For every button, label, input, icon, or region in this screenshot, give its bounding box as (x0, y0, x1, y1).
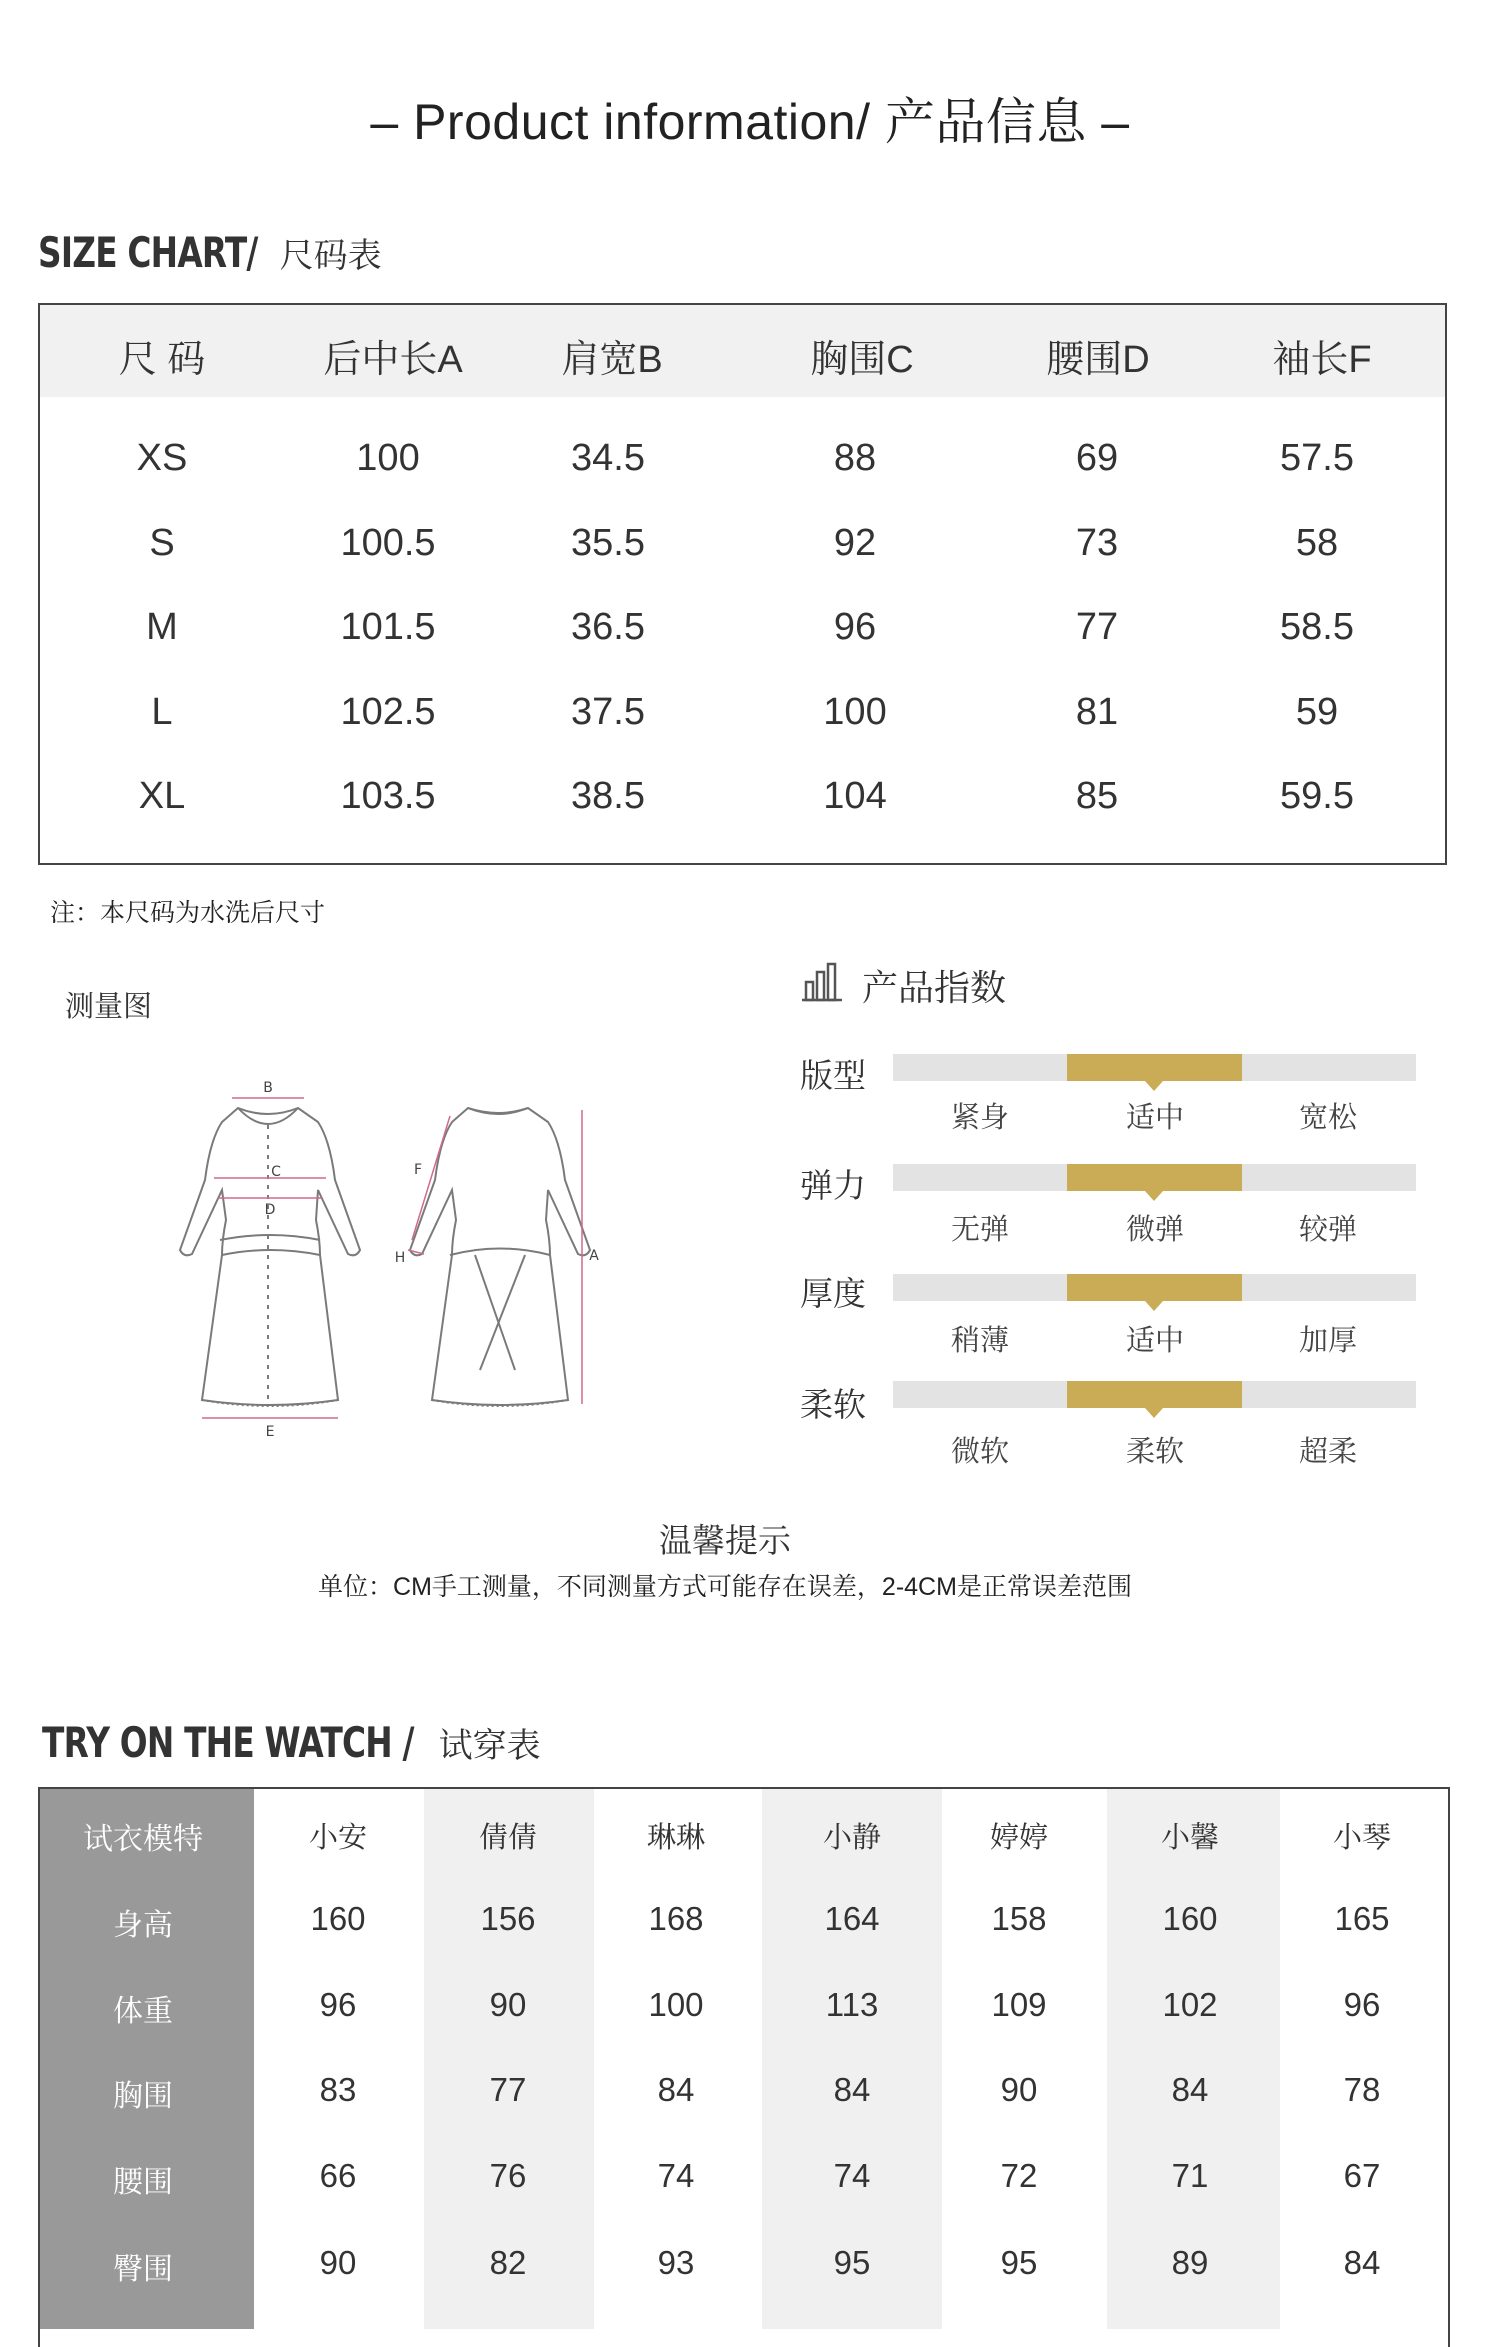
measure-line-f (412, 1116, 450, 1240)
back-tie (475, 1255, 525, 1370)
size-cell: 69 (1075, 437, 1119, 479)
try-cell: 165 (1334, 1900, 1390, 1937)
back-dress-outline (410, 1108, 590, 1405)
size-cell: 73 (1075, 522, 1119, 564)
back-waist-gather (450, 1249, 550, 1256)
try-cell: 90 (319, 2244, 357, 2281)
try-cell: 90 (489, 1986, 527, 2023)
index-item-name: 厚度 (800, 1275, 866, 1312)
size-cell: XS (136, 437, 188, 479)
try-cell: 96 (319, 1986, 357, 2023)
try-cell: 96 (1343, 1986, 1381, 2023)
index-option: 微弹 (1125, 1214, 1185, 1246)
try-row-label: 身高 (113, 1909, 173, 1942)
try-cell: 83 (319, 2071, 357, 2108)
size-cell: 102.5 (340, 691, 436, 733)
page-title: – Product information/ 产品信息 – (370, 94, 1130, 150)
product-index-title: 产品指数 (862, 967, 1007, 1008)
size-col-header: 胸围C (810, 339, 914, 381)
try-cell: 71 (1171, 2157, 1209, 2194)
index-bar-pointer (1145, 1408, 1163, 1418)
try-cell: 76 (489, 2157, 527, 2194)
try-cell: 109 (991, 1986, 1047, 2023)
try-model-name: 倩倩 (478, 1822, 538, 1854)
try-cell: 67 (1343, 2157, 1381, 2194)
marker-a: A (589, 1248, 599, 1264)
bar-chart-icon (800, 962, 844, 1002)
index-bar-fill (1067, 1381, 1242, 1408)
size-cell: 77 (1075, 606, 1119, 648)
try-cell: 77 (489, 2071, 527, 2108)
size-cell: 92 (833, 522, 877, 564)
try-on-heading (42, 1718, 541, 1767)
size-cell: 34.5 (571, 437, 645, 479)
tips-text: 单位：CM手工测量，不同测量方式可能存在误差，2-4CM是正常误差范围 (318, 1573, 1132, 1601)
index-bar-pointer (1145, 1081, 1163, 1091)
size-cell: 104 (823, 775, 887, 817)
size-col-header: 腰围D (1046, 339, 1150, 381)
try-cell: 160 (1162, 1900, 1218, 1937)
try-model-name: 婷婷 (989, 1822, 1049, 1854)
front-dress-outline (180, 1108, 360, 1405)
size-col-header: 尺 码 (118, 339, 206, 381)
try-cell: 156 (480, 1900, 536, 1937)
size-cell: 36.5 (571, 606, 645, 648)
marker-b: B (263, 1080, 273, 1096)
size-cell: S (149, 522, 175, 564)
size-cell: 81 (1075, 691, 1119, 733)
try-model-name: 小安 (308, 1822, 368, 1854)
size-cell: 100 (823, 691, 887, 733)
index-option: 无弹 (950, 1214, 1010, 1246)
try-cell: 158 (991, 1900, 1047, 1937)
try-cell: 160 (310, 1900, 366, 1937)
try-cell: 84 (1171, 2071, 1209, 2108)
try-on-table (38, 1787, 1450, 2347)
try-cell: 113 (825, 1986, 879, 2023)
index-item-name: 版型 (800, 1057, 866, 1094)
size-cell: 57.5 (1280, 437, 1354, 479)
try-on-heading-en: TRY ON THE WATCH / (42, 1718, 414, 1767)
size-cell: 58 (1295, 522, 1339, 564)
marker-e: E (265, 1424, 275, 1440)
index-bar-fill (1067, 1274, 1242, 1301)
try-cell: 84 (657, 2071, 695, 2108)
front-waist-gather (220, 1235, 320, 1255)
try-cell: 102 (1162, 1986, 1218, 2023)
try-row-label: 体重 (113, 1995, 173, 2028)
size-cell: 100 (356, 437, 420, 479)
try-cell: 72 (1000, 2157, 1038, 2194)
size-chart-heading-zh: 尺码表 (279, 236, 382, 276)
try-model-name: 小琴 (1332, 1822, 1392, 1854)
index-option: 超柔 (1298, 1436, 1358, 1468)
try-cell: 78 (1343, 2071, 1381, 2108)
index-bar-fill (1067, 1164, 1242, 1191)
try-cell: 100 (648, 1986, 704, 2023)
size-col-header: 袖长F (1272, 339, 1372, 381)
marker-c: C (271, 1164, 281, 1180)
size-cell: 88 (833, 437, 877, 479)
try-row-label: 臀围 (113, 2253, 173, 2286)
index-option: 紧身 (950, 1102, 1010, 1134)
try-model-name: 小静 (822, 1822, 882, 1854)
try-row-label: 腰围 (113, 2166, 173, 2199)
size-cell: 85 (1075, 775, 1119, 817)
size-col-header: 肩宽B (561, 339, 663, 381)
try-cell: 93 (657, 2244, 695, 2281)
try-cell: 82 (489, 2244, 527, 2281)
index-bar-pointer (1145, 1301, 1163, 1311)
diagram-label: 测量图 (65, 991, 153, 1023)
try-cell: 168 (648, 1900, 704, 1937)
size-chart-heading-en: SIZE CHART/ (38, 228, 258, 277)
try-row-label: 胸围 (113, 2080, 173, 2113)
try-cell: 95 (1000, 2244, 1038, 2281)
size-note: 注：本尺码为水洗后尺寸 (50, 899, 326, 927)
size-cell: 58.5 (1280, 606, 1354, 648)
size-cell: 101.5 (340, 606, 436, 648)
size-cell: 37.5 (571, 691, 645, 733)
index-bar-pointer (1145, 1191, 1163, 1201)
index-item-name: 弹力 (800, 1167, 866, 1204)
tips-title: 温馨提示 (659, 1522, 791, 1559)
marker-h: H (394, 1250, 406, 1266)
size-table (38, 303, 1447, 865)
marker-d: D (264, 1202, 276, 1218)
index-option: 适中 (1125, 1325, 1185, 1357)
try-cell: 74 (833, 2157, 871, 2194)
index-item-name: 柔软 (800, 1386, 866, 1423)
index-option: 稍薄 (950, 1325, 1010, 1357)
size-cell: 103.5 (340, 775, 436, 817)
try-cell: 90 (1000, 2071, 1038, 2108)
size-cell: 59.5 (1280, 775, 1354, 817)
size-cell: 100.5 (340, 522, 436, 564)
size-cell: L (151, 691, 173, 733)
try-cell: 164 (824, 1900, 880, 1937)
index-option: 较弹 (1298, 1214, 1358, 1246)
try-header-label: 试衣模特 (83, 1823, 203, 1856)
index-option: 加厚 (1298, 1325, 1358, 1357)
size-chart-heading (38, 228, 382, 277)
size-cell: 38.5 (571, 775, 645, 817)
try-cell: 95 (833, 2244, 871, 2281)
try-on-heading-zh: 试穿表 (438, 1726, 541, 1766)
index-option: 微软 (950, 1436, 1010, 1468)
size-cell: 59 (1295, 691, 1339, 733)
try-cell: 89 (1171, 2244, 1209, 2281)
try-model-name: 小馨 (1160, 1822, 1220, 1854)
try-cell: 84 (1343, 2244, 1381, 2281)
size-cell: M (146, 606, 178, 648)
size-cell: XL (138, 775, 186, 817)
size-cell: 35.5 (571, 522, 645, 564)
measurement-diagram (150, 1070, 650, 1440)
back-neckline (468, 1108, 528, 1113)
marker-f: F (413, 1162, 423, 1178)
try-cell: 84 (833, 2071, 871, 2108)
index-option: 宽松 (1298, 1102, 1358, 1134)
index-bar-fill (1067, 1054, 1242, 1081)
index-option: 适中 (1125, 1102, 1185, 1134)
size-cell: 96 (833, 606, 877, 648)
size-col-header: 后中长A (323, 339, 463, 381)
try-cell: 74 (657, 2157, 695, 2194)
try-model-name: 琳琳 (646, 1822, 706, 1854)
try-cell: 66 (319, 2157, 357, 2194)
index-option: 柔软 (1125, 1436, 1185, 1468)
